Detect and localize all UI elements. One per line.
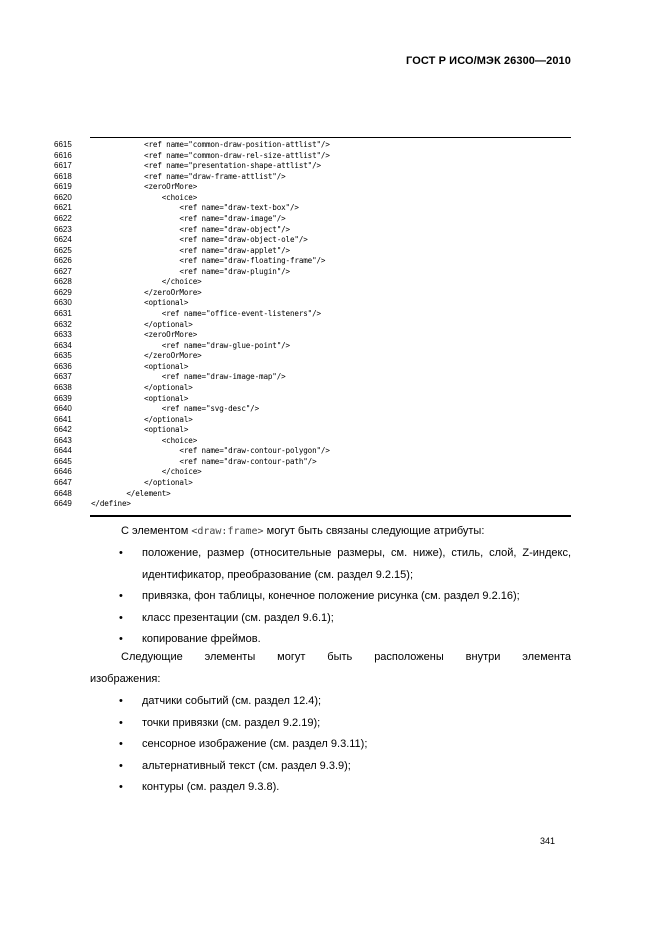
code-text: <ref name="draw-plugin"/> bbox=[91, 266, 290, 276]
code-text: <choice> bbox=[91, 435, 198, 445]
code-line bbox=[54, 330, 574, 341]
code-line bbox=[54, 277, 574, 288]
list-item: • датчики событий (см. раздел 12.4); bbox=[90, 691, 571, 713]
code-line bbox=[54, 341, 574, 352]
code-line bbox=[54, 467, 574, 478]
code-line bbox=[54, 372, 574, 383]
code-line bbox=[54, 362, 574, 373]
code-line bbox=[54, 394, 574, 405]
code-text: <ref name="draw-contour-polygon"/> bbox=[91, 446, 330, 456]
line-number: 6625 bbox=[54, 245, 72, 255]
line-number: 6621 bbox=[54, 203, 72, 213]
code-line bbox=[54, 161, 574, 172]
line-number: 6619 bbox=[54, 182, 72, 192]
list-item: • контуры (см. раздел 9.3.8). bbox=[90, 777, 571, 799]
line-number: 6638 bbox=[54, 382, 72, 392]
line-number: 6648 bbox=[54, 488, 72, 498]
line-number: 6649 bbox=[54, 499, 72, 509]
line-number: 6642 bbox=[54, 425, 72, 435]
code-text: <ref name="draw-frame-attlist"/> bbox=[91, 171, 286, 181]
code-line bbox=[54, 214, 574, 225]
code-line bbox=[54, 225, 574, 236]
list-item: • точки привязки (см. раздел 9.2.19); bbox=[90, 713, 571, 735]
list-item: • сенсорное изображение (см. раздел 9.3.11); bbox=[90, 734, 571, 756]
code-text: </choice> bbox=[91, 277, 202, 287]
code-line bbox=[54, 298, 574, 309]
line-number: 6617 bbox=[54, 161, 72, 171]
line-number: 6626 bbox=[54, 256, 72, 266]
elements-paragraph bbox=[90, 647, 571, 690]
line-number: 6635 bbox=[54, 351, 72, 361]
code-line bbox=[54, 351, 574, 362]
code-text: <ref name="draw-text-box"/> bbox=[91, 203, 299, 213]
code-text: <ref name="presentation-shape-attlist"/> bbox=[91, 161, 321, 171]
code-text: <zeroOrMore> bbox=[91, 182, 198, 192]
line-number: 6646 bbox=[54, 467, 72, 477]
code-line bbox=[54, 320, 574, 331]
code-text: <ref name="draw-image"/> bbox=[91, 213, 286, 223]
code-text: <ref name="draw-object-ole"/> bbox=[91, 235, 308, 245]
list-item: • положение, размер (относительные размеры, см. ниже), стиль, слой, Z-индекс, идентификатор, преобразование (см. раздел 9.2.15); bbox=[90, 543, 571, 586]
page-header-title: ГОСТ Р ИСО/МЭК 26300—2010 bbox=[406, 55, 571, 67]
line-number: 6644 bbox=[54, 446, 72, 456]
code-text: </optional> bbox=[91, 478, 193, 487]
line-number: 6631 bbox=[54, 309, 72, 318]
code-text: </optional> bbox=[91, 382, 193, 392]
code-line bbox=[54, 478, 574, 489]
code-line bbox=[54, 172, 574, 183]
line-number: 6633 bbox=[54, 330, 72, 340]
attributes-list bbox=[90, 543, 571, 651]
code-top-rule bbox=[90, 137, 571, 138]
code-line bbox=[54, 404, 574, 415]
code-line bbox=[54, 182, 574, 193]
code-line bbox=[54, 288, 574, 299]
line-number: 6622 bbox=[54, 213, 72, 223]
code-line bbox=[54, 436, 574, 447]
code-text: </optional> bbox=[91, 319, 193, 329]
line-number: 6640 bbox=[54, 404, 72, 414]
code-line bbox=[54, 151, 574, 162]
code-line bbox=[54, 193, 574, 204]
list-item: • альтернативный текст (см. раздел 9.3.9); bbox=[90, 756, 571, 778]
code-line bbox=[54, 489, 574, 500]
code-text: <ref name="draw-glue-point"/> bbox=[91, 340, 290, 350]
line-number: 6641 bbox=[54, 414, 72, 424]
code-line bbox=[54, 457, 574, 468]
code-text: <ref name="common-draw-position-attlist"/> bbox=[91, 140, 330, 149]
line-number: 6618 bbox=[54, 171, 72, 181]
line-number: 6637 bbox=[54, 372, 72, 382]
code-text: <ref name="svg-desc"/> bbox=[91, 404, 260, 414]
line-number: 6615 bbox=[54, 140, 72, 149]
code-text: <ref name="common-draw-rel-size-attlist"/> bbox=[91, 150, 330, 160]
code-line bbox=[54, 235, 574, 246]
code-text: <ref name="draw-image-map"/> bbox=[91, 372, 286, 382]
code-text: <optional> bbox=[91, 393, 189, 403]
elements-paragraph-line2: изображения: bbox=[90, 672, 161, 685]
code-listing bbox=[54, 140, 574, 510]
list-item: • привязка, фон таблицы, конечное положение рисунка (см. раздел 9.2.16); bbox=[90, 586, 571, 608]
page-number: 341 bbox=[540, 836, 556, 846]
child-elements-list bbox=[90, 691, 571, 799]
code-text: <zeroOrMore> bbox=[91, 330, 198, 340]
line-number: 6623 bbox=[54, 224, 72, 234]
code-bottom-rule bbox=[90, 515, 571, 517]
code-line bbox=[54, 446, 574, 457]
line-number: 6627 bbox=[54, 266, 72, 276]
code-line bbox=[54, 415, 574, 426]
line-number: 6624 bbox=[54, 235, 72, 245]
code-text: </zeroOrMore> bbox=[91, 287, 202, 297]
intro-text-after: могут быть связаны следующие атрибуты: bbox=[263, 525, 485, 537]
line-number: 6639 bbox=[54, 393, 72, 403]
line-number: 6645 bbox=[54, 456, 72, 466]
line-number: 6634 bbox=[54, 340, 72, 350]
code-text: <ref name="draw-floating-frame"/> bbox=[91, 256, 326, 266]
list-item: • копирование фреймов. bbox=[90, 629, 571, 651]
code-line bbox=[54, 309, 574, 320]
code-text: </zeroOrMore> bbox=[91, 351, 202, 361]
list-item: • класс презентации (см. раздел 9.6.1); bbox=[90, 608, 571, 630]
code-text: <ref name="draw-contour-path"/> bbox=[91, 456, 317, 466]
line-number: 6643 bbox=[54, 435, 72, 445]
line-number: 6620 bbox=[54, 192, 72, 202]
intro-paragraph bbox=[90, 521, 571, 543]
code-text: <ref name="draw-applet"/> bbox=[91, 245, 290, 255]
intro-text-before: С элементом bbox=[121, 525, 192, 537]
code-text: </define> bbox=[91, 499, 131, 509]
code-line bbox=[54, 267, 574, 278]
code-text: <ref name="draw-object"/> bbox=[91, 224, 290, 234]
code-text: <choice> bbox=[91, 192, 198, 202]
code-text: <optional> bbox=[91, 425, 189, 435]
code-line bbox=[54, 383, 574, 394]
code-text: </choice> bbox=[91, 467, 202, 477]
line-number: 6629 bbox=[54, 287, 72, 297]
line-number: 6616 bbox=[54, 150, 72, 160]
line-number: 6647 bbox=[54, 478, 72, 487]
line-number: 6630 bbox=[54, 298, 72, 308]
line-number: 6636 bbox=[54, 361, 72, 371]
code-text: </element> bbox=[91, 488, 171, 498]
code-line bbox=[54, 140, 574, 151]
line-number: 6632 bbox=[54, 319, 72, 329]
code-line bbox=[54, 203, 574, 214]
inline-code-element: <draw:frame> bbox=[191, 526, 264, 537]
line-number: 6628 bbox=[54, 277, 72, 287]
code-text: <optional> bbox=[91, 361, 189, 371]
code-line bbox=[54, 256, 574, 267]
code-line bbox=[54, 425, 574, 436]
code-text: </optional> bbox=[91, 414, 193, 424]
elements-paragraph-line1: Следующие элементы могут быть расположены внутри элемента bbox=[121, 651, 571, 663]
code-text: <ref name="office-event-listeners"/> bbox=[91, 309, 321, 318]
code-text: <optional> bbox=[91, 298, 189, 308]
code-line bbox=[54, 499, 574, 510]
code-line bbox=[54, 246, 574, 257]
